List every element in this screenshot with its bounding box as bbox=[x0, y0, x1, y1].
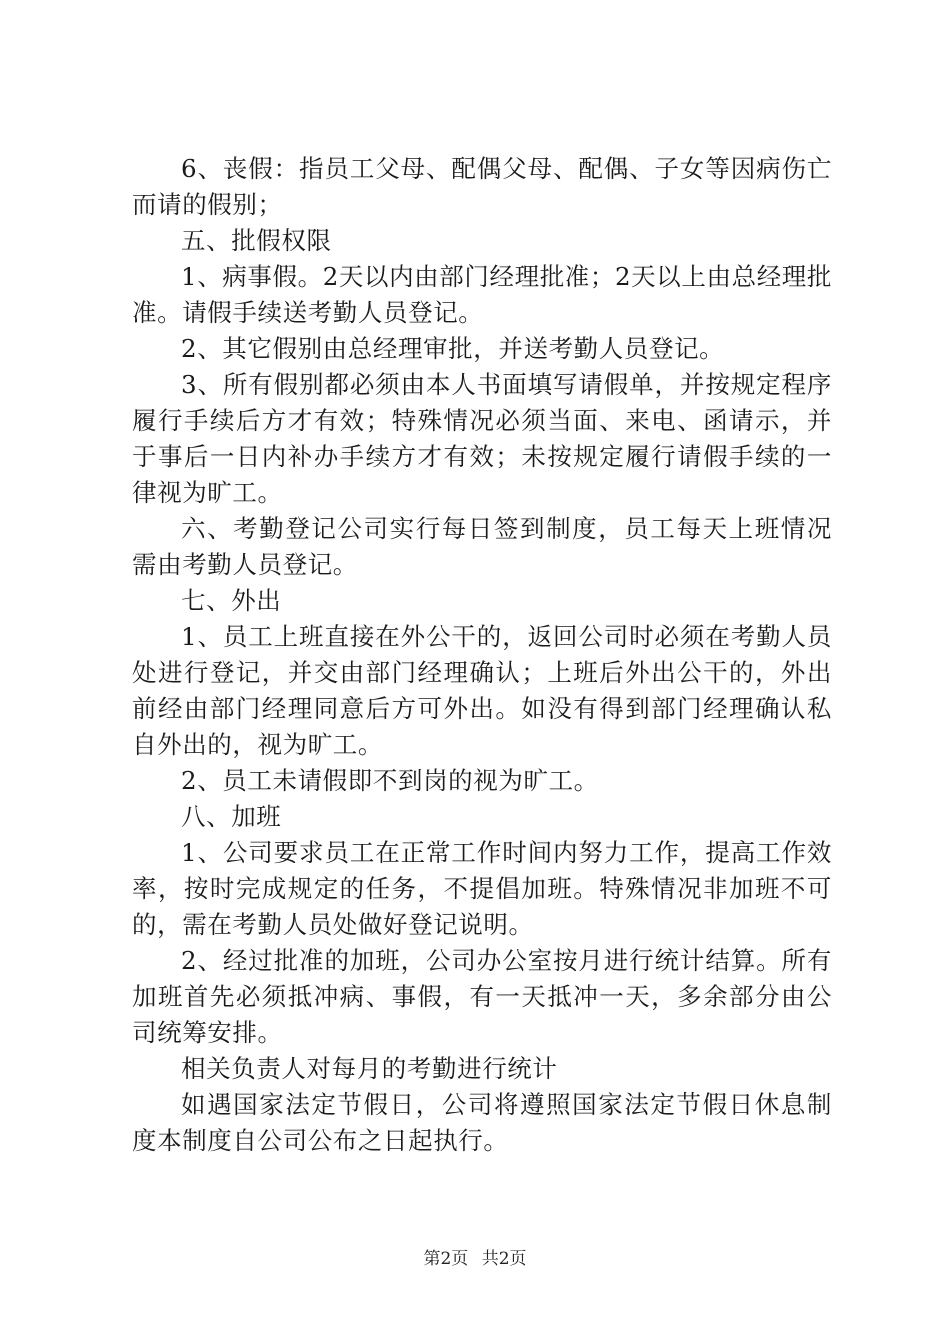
paragraph-leave-procedure: 3、所有假别都必须由本人书面填写请假单，并按规定程序履行手续后方才有效；特殊情况必须当面、来电、函请示，并于事后一日内补办手续方才有效；未按规定履行请假手续的一律视为旷工。 bbox=[132, 370, 832, 507]
paragraph-going-out-registration: 1、员工上班直接在外公干的，返回公司时必须在考勤人员处进行登记，并交由部门经理确认；上班后外出公干的，外出前经由部门经理同意后方可外出。如没有得到部门经理确认私自外出的，视为旷工。 bbox=[132, 622, 832, 759]
paragraph-overtime-policy: 1、公司要求员工在正常工作时间内努力工作，提高工作效率，按时完成规定的任务，不提倡加班。特殊情况非加班不可的，需在考勤人员处做好登记说明。 bbox=[132, 838, 832, 939]
page-footer bbox=[0, 1244, 950, 1269]
section-heading-overtime: 八、加班 bbox=[181, 802, 282, 831]
paragraph-absence: 2、员工未请假即不到岗的视为旷工。 bbox=[181, 766, 599, 795]
page-number: 第2页 bbox=[423, 1249, 469, 1269]
section-heading-going-out: 七、外出 bbox=[181, 586, 282, 615]
paragraph-overtime-settlement: 2、经过批准的加班，公司办公室按月进行统计结算。所有加班首先必须抵冲病、事假，有一天抵冲一天，多余部分由公司统筹安排。 bbox=[132, 946, 832, 1047]
paragraph-holidays-effective-date: 如遇国家法定节假日，公司将遵照国家法定节假日休息制度本制度自公司公布之日起执行。 bbox=[132, 1090, 832, 1155]
paragraph-monthly-statistics: 相关负责人对每月的考勤进行统计 bbox=[181, 1054, 558, 1083]
paragraph-funeral-leave: 6、丧假：指员工父母、配偶父母、配偶、子女等因病伤亡而请的假别； bbox=[132, 154, 832, 219]
section-attendance-registration: 六、考勤登记公司实行每日签到制度，员工每天上班情况需由考勤人员登记。 bbox=[132, 514, 832, 579]
paragraph-other-leave-approval: 2、其它假别由总经理审批，并送考勤人员登记。 bbox=[181, 334, 725, 363]
paragraph-sick-leave-approval: 1、病事假。2天以内由部门经理批准；2天以上由总经理批准。请假手续送考勤人员登记。 bbox=[132, 262, 832, 327]
document-body bbox=[132, 151, 832, 1159]
page-total: 共2页 bbox=[481, 1249, 527, 1269]
section-heading-approval-authority: 五、批假权限 bbox=[181, 226, 332, 255]
